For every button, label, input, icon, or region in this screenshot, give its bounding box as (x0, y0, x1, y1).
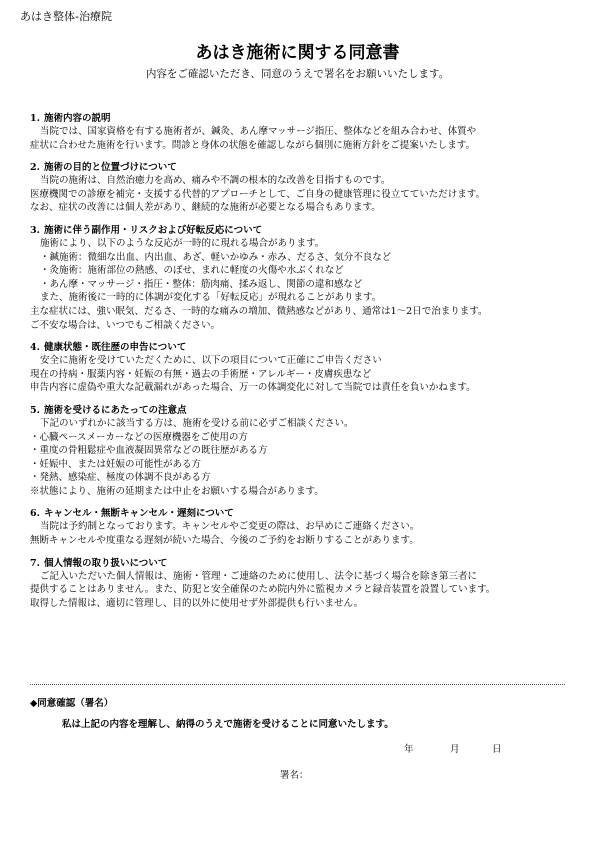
section-body-line: また、施術後に一時的に体調が変化する「好転反応」が現れることがあります。 (40, 292, 382, 304)
consent-heading: ◆同意確認（署名） (30, 698, 114, 709)
section-heading (30, 112, 575, 125)
clinic-name: あはき整体-治療院 (20, 10, 112, 23)
section-body-line: ・発熱、感染症、極度の体調不良がある方 (30, 472, 211, 484)
section-heading (30, 224, 575, 237)
section-3 (30, 224, 575, 332)
section-body-line: ・重度の骨粗鬆症や血液凝固異常などの既往歴がある方 (30, 445, 268, 457)
section-body-line: ご不安な場合は、いつでもご相談ください。 (30, 319, 221, 331)
section-body-line: ・灸施術：施術部位の熱感、のぼせ、まれに軽度の火傷や水ぶくれなど (40, 265, 344, 277)
section-body-line: ご記入いただいた個人情報は、施術・管理・ご連絡のために使用し、法令に基づく場合を除き第三者に (40, 570, 478, 582)
section-heading (30, 161, 575, 174)
section-body-line: 安全に施術を受けていただくために、以下の項目について正確にご申告ください (40, 355, 382, 367)
section-body-line: 当院は予約制となっております。キャンセルやご変更の際は、お早めにご連絡ください。 (40, 521, 420, 533)
section-1 (30, 112, 575, 152)
section-heading-text: 施術内容の説明 (44, 113, 111, 124)
divider (30, 684, 565, 685)
section-6 (30, 507, 575, 547)
section-body-line: 無断キャンセルや度重なる遅刻が続いた場合、今後のご予約をお断りすることがあります。 (30, 535, 419, 547)
section-number: 3. (30, 224, 40, 236)
section-heading (30, 507, 575, 520)
section-body-line: 症状に合わせた施術を行います。問診と身体の状態を確認しながら個別に施術方針をご提案いたします。 (30, 139, 475, 151)
consent-statement: 私は上記の内容を理解し、納得のうえで施術を受けることに同意いたします。 (62, 719, 394, 730)
section-4 (30, 341, 575, 395)
section-7 (30, 557, 575, 611)
section-heading-text: 健康状態・既往歴の申告について (44, 342, 187, 354)
section-body-line: ・あん摩・マッサージ・指圧・整体：筋肉痛、揉み返し、関節の違和感など (40, 278, 363, 290)
section-body-line: 取得した情報は、適切に管理し、目的以外に使用せず外部提供も行いません。 (30, 597, 364, 609)
section-5 (30, 404, 575, 499)
section-number: 7. (30, 557, 40, 569)
section-number: 6. (30, 508, 40, 520)
section-body-line: ※状態により、施術の延期または中止をお願いする場合があります。 (30, 485, 324, 497)
date-year-label: 年 (404, 744, 414, 755)
section-number: 4. (30, 342, 40, 354)
document-subtitle: 内容をご確認いただき、同意のうえで署名をお願いいたします。 (145, 68, 450, 80)
section-body-line: ・妊娠中、または妊娠の可能性がある方 (30, 458, 202, 470)
date-month-label: 月 (450, 744, 460, 755)
section-body-line: ・心臓ペースメーカーなどの医療機器をご使用の方 (30, 431, 248, 443)
section-number: 1. (30, 113, 40, 124)
document-title: あはき施術に関する同意書 (195, 43, 400, 63)
section-number: 5. (30, 404, 40, 416)
section-body-line: 下記のいずれかに該当する方は、施術を受ける前に必ずご相談ください。 (40, 417, 354, 429)
section-heading-text: 個人情報の取り扱いについて (44, 557, 168, 569)
section-body-line: 医療機関での診療を補完・支援する代替的アプローチとして、ご自身の健康管理に役立てていただけます。 (30, 188, 486, 200)
section-heading (30, 341, 575, 354)
section-heading-text: 施術に伴う副作用・リスクおよび好転反応について (44, 224, 263, 236)
section-heading-text: キャンセル・無断キャンセル・遅刻について (44, 508, 234, 520)
section-heading (30, 404, 575, 417)
section-body-line: 当院では、国家資格を有する施術者が、鍼灸、あん摩マッサージ指圧、整体などを組み合わせ、体質や (40, 126, 477, 137)
section-body-line: 申告内容に虚偽や重大な記載漏れがあった場合、万一の体調変化に対して当院では責任を負いかねます。 (30, 382, 476, 394)
date-day-label: 日 (492, 744, 502, 755)
sections-container (30, 112, 575, 619)
section-body-line: 当院の施術は、自然治癒力を高め、痛みや不調の根本的な改善を目指すものです。 (40, 175, 391, 187)
section-heading-text: 施術の目的と位置づけについて (44, 162, 177, 174)
section-body-line: 現在の持病・服薬内容・妊娠の有無・過去の手術歴・アレルギー・皮膚疾患など (30, 368, 372, 380)
section-heading (30, 557, 575, 570)
section-number: 2. (30, 162, 40, 174)
signature-label: 署名： (280, 770, 309, 781)
section-body-line: 施術により、以下のような反応が一時的に現れる場合があります。 (40, 237, 325, 249)
section-body-line: 提供することはありません。また、防犯と安全確保のため院内外に監視カメラと録音装置を設置しています。 (30, 584, 496, 596)
section-body-line: なお、症状の改善には個人差があり、継続的な施術が必要となる場合もあります。 (30, 202, 381, 214)
section-heading-text: 施術を受けるにあたっての注意点 (44, 404, 187, 416)
section-body-line: ・鍼施術：微細な出血、内出血、あざ、軽いかゆみ・赤み、だるさ、気分不良など (40, 251, 392, 263)
section-body-line: 主な症状には、強い眠気、だるさ、一時的な痛みの増加、微熱感などがあり、通常は1〜2日で治まります。 (30, 305, 488, 317)
section-2 (30, 161, 575, 215)
